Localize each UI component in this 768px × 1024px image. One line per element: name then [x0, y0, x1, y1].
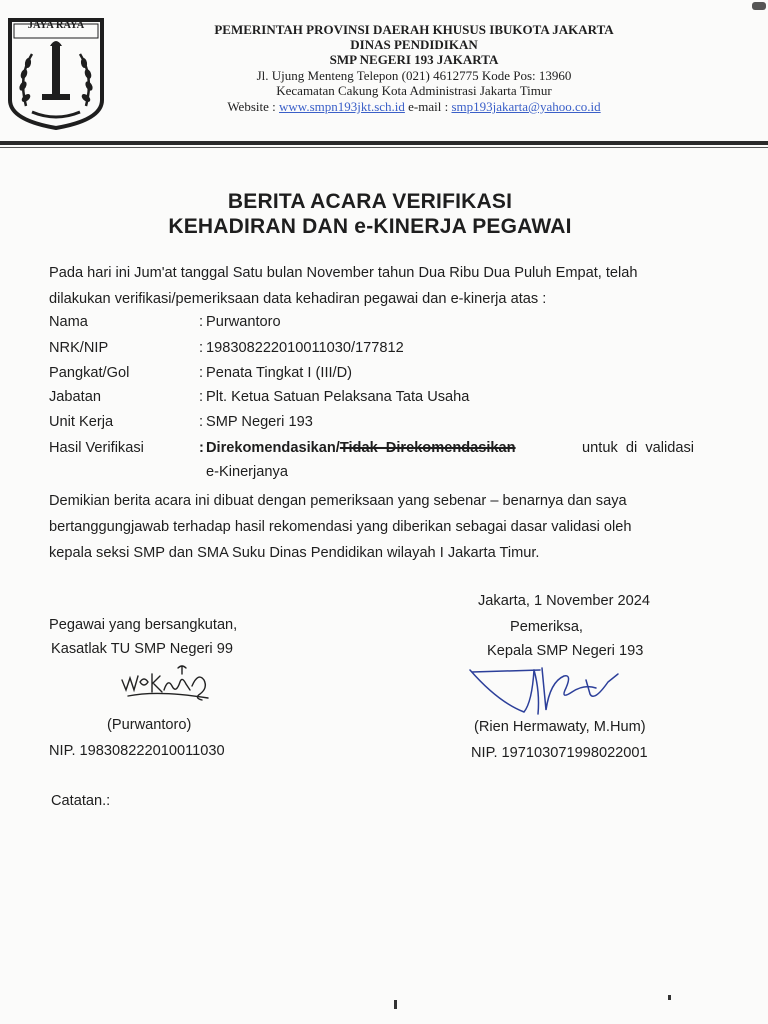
scan-speck — [668, 995, 671, 1000]
field-label-nama: Nama — [49, 314, 88, 330]
notes-label: Catatan.: — [51, 793, 111, 809]
email-link[interactable]: smp193jakarta@yahoo.co.id — [451, 99, 601, 114]
field-colon: : — [199, 340, 204, 356]
website-link[interactable]: www.smpn193jkt.sch.id — [279, 99, 405, 114]
field-label-pangkat: Pangkat/Gol — [49, 365, 130, 381]
field-colon: : — [199, 389, 204, 405]
left-signer-nip: NIP. 198308222010011030 — [49, 743, 225, 759]
document-title-line-1: BERITA ACARA VERIFIKASI — [227, 190, 513, 213]
emblem-label: JAYA RAYA — [27, 20, 85, 31]
field-label-hasil: Hasil Verifikasi — [49, 440, 144, 456]
hasil-tail: untuk di validasi — [582, 440, 694, 456]
right-signer-role-2: Kepala SMP Negeri 193 — [487, 643, 644, 659]
letterhead-line-3: SMP NEGERI 193 JAKARTA — [329, 52, 499, 67]
website-label: Website : — [227, 99, 276, 114]
right-signer-nip: NIP. 197103071998022001 — [471, 745, 648, 761]
right-handwritten-signature — [468, 662, 628, 722]
right-signer-name: (Rien Hermawaty, M.Hum) — [474, 719, 646, 735]
field-value-nip: 198308222010011030/177812 — [206, 340, 404, 356]
letterhead-contact-line — [30, 99, 768, 114]
letterhead — [0, 0, 768, 150]
field-colon: : — [199, 314, 204, 330]
left-signer-role-2: Kasatlak TU SMP Negeri 99 — [51, 641, 233, 657]
right-signer-role-1: Pemeriksa, — [510, 619, 583, 635]
closing-line-1: Demikian berita acara ini dibuat dengan pemeriksaan yang sebenar – benarnya dan saya — [49, 493, 627, 509]
email-label: e-mail : — [408, 99, 449, 114]
field-label-unit: Unit Kerja — [49, 414, 114, 430]
letterhead-line-1: PEMERINTAH PROVINSI DAERAH KHUSUS IBUKOTA JAKARTA — [214, 22, 614, 37]
intro-line-1: Pada hari ini Jum'at tanggal Satu bulan November tahun Dua Ribu Dua Puluh Empat, telah — [49, 265, 638, 281]
left-signer-role-1: Pegawai yang bersangkutan, — [49, 617, 238, 633]
document-title-line-2: KEHADIRAN DAN e-KINERJA PEGAWAI — [168, 215, 572, 238]
field-value-hasil — [206, 440, 694, 456]
field-value-hasil-line-2: e-Kinerjanya — [206, 464, 288, 480]
letterhead-divider — [0, 141, 768, 145]
left-handwritten-signature — [118, 660, 218, 708]
letterhead-divider-thin — [0, 147, 768, 148]
signature-date: Jakarta, 1 November 2024 — [478, 593, 650, 609]
letterhead-line-2: DINAS PENDIDIKAN — [350, 37, 478, 52]
closing-line-2: bertanggungjawab terhadap hasil rekomendasi yang diberikan sebagai dasar validasi oleh — [49, 519, 632, 535]
field-colon: : — [199, 414, 204, 430]
field-label-nip: NRK/NIP — [49, 340, 109, 356]
closing-line-3: kepala seksi SMP dan SMA Suku Dinas Pendidikan wilayah I Jakarta Timur. — [49, 545, 540, 561]
field-value-jabatan: Plt. Ketua Satuan Pelaksana Tata Usaha — [206, 389, 470, 405]
scan-speck — [394, 1000, 397, 1009]
field-value-nama: Purwantoro — [206, 314, 281, 330]
field-label-jabatan: Jabatan — [49, 389, 101, 405]
field-colon: : — [199, 365, 204, 381]
hasil-direkomendasikan: Direkomendasikan/ — [206, 440, 340, 456]
field-colon: : — [199, 440, 204, 456]
scan-speck — [752, 2, 766, 10]
letterhead-line-5: Kecamatan Cakung Kota Administrasi Jakarta Timur — [276, 83, 552, 98]
letterhead-line-4: Jl. Ujung Menteng Telepon (021) 4612775 Kode Pos: 13960 — [256, 68, 572, 83]
intro-line-2: dilakukan verifikasi/pemeriksaan data kehadiran pegawai dan e-kinerja atas : — [49, 291, 547, 307]
field-value-pangkat: Penata Tingkat I (III/D) — [206, 365, 353, 381]
left-signer-name: (Purwantoro) — [107, 717, 192, 733]
field-value-unit: SMP Negeri 193 — [206, 414, 313, 430]
hasil-tidak-direkomendasikan-struck: Tidak Direkomendasikan — [339, 440, 516, 456]
